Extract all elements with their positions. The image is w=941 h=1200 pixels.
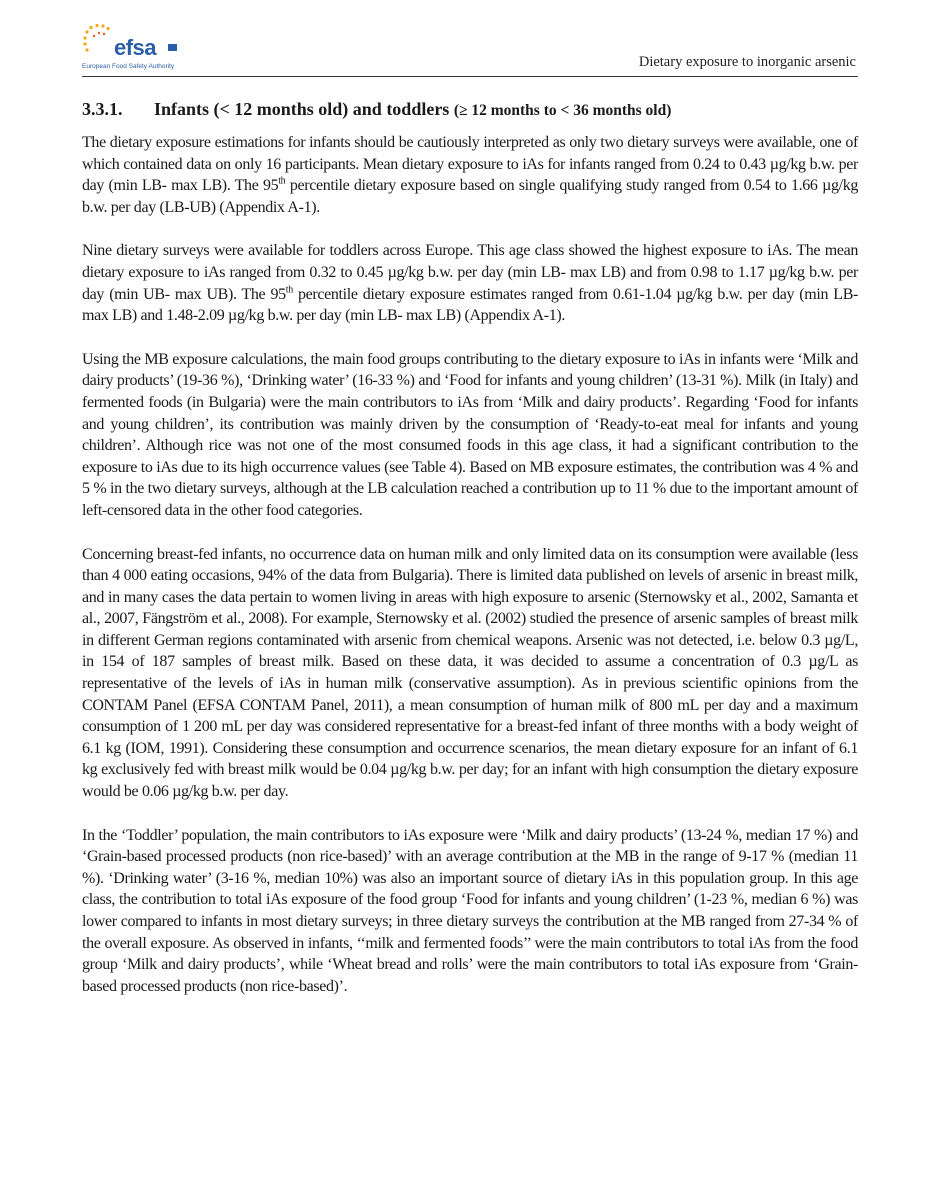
paragraph-infant-exposure <box>82 132 858 218</box>
document-body <box>82 97 858 1019</box>
section-title: Infants (< 12 months old) and toddlers <box>154 99 450 119</box>
paragraph-toddler-exposure <box>82 240 858 326</box>
paragraph-breast-fed-infants: Concerning breast-fed infants, no occurrence data on human milk and only limited data on its consumption were available (less than 4 000 eating occasions, 94% of the data from Bulgaria). There is limited data published on levels of arsenic in breast milk, and in many cases the data pertain to women living in areas with high exposure to arsenic (Sternowsky et al., 2002, Samanta et al., 2007, Fängström et al., 2008). For example, Sternowsky et al. (2002) studied the presence of arsenic samples of breast milk in different German regions contaminated with arsenic from chemical weapons. Arsenic was not detected, i.e. below 0.3 µg/L, in 154 of 187 samples of breast milk. Based on these data, it was decided to assume a concentration of 0.3 µg/L as representative of the levels of iAs in human milk (conservative assumption). As in previous scientific opinions from the CONTAM Panel (EFSA CONTAM Panel, 2011), a mean consumption of human milk of 800 mL per day and a maximum consumption of 1 200 mL per day was considered representative for a breast-fed infant of three months with a body weight of 6.1 kg (IOM, 1991). Considering these consumption and occurrence scenarios, the mean dietary exposure for an infant of 6.1 kg exclusively fed with breast milk would be 0.04 µg/kg b.w. per day; for an infant with high consumption the dietary exposure would be 0.06 µg/kg b.w. per day. <box>82 545 858 801</box>
paragraph-text: Nine dietary surveys were available for toddlers across Europe. This age class showed the highest exposure to iAs. The mean dietary exposure to iAs ranged from 0.32 to 0.45 µg/kg b.w. per day (min LB- max LB) and from 0.98 to 1.17 µg/kg b.w. per day (min UB- max UB). The 95 <box>82 242 858 303</box>
paragraph-text: percentile dietary exposure based on single qualifying study ranged from 0.54 to 1.66 µg/kg b.w. per day (LB-UB) (Appendix A-1). <box>82 177 858 216</box>
section-heading <box>82 97 858 123</box>
running-head: Dietary exposure to inorganic arsenic <box>638 54 856 70</box>
paragraph-text: The dietary exposure estimations for infants should be cautiously interpreted as only two dietary surveys were available, one of which contained data on only 16 participants. Mean dietary exposure to iAs for infants ranged from 0.24 to 0.43 µg/kg b.w. per day (min LB- max LB). The 95 <box>82 134 858 195</box>
logo-wordmark: efsa <box>114 35 157 60</box>
star-arc-icon <box>82 24 116 54</box>
page-header <box>82 18 858 80</box>
section-title-tail: (≥ 12 months to < 36 months old) <box>453 102 672 119</box>
ordinal-superscript: th <box>278 175 286 187</box>
ordinal-superscript: th <box>285 284 293 296</box>
eu-flag-icon <box>168 44 177 51</box>
section-number: 3.3.1. <box>82 99 123 119</box>
header-rule <box>82 76 858 77</box>
paragraph-text: percentile dietary exposure estimates ranged from 0.61-1.04 µg/kg b.w. per day (min LB- max LB) and 1.48-2.09 µg/kg b.w. per day (min LB- max LB) (Appendix A-1). <box>82 285 859 325</box>
efsa-logo <box>82 24 197 74</box>
paragraph-toddler-contributors: In the ‘Toddler’ population, the main contributors to iAs exposure were ‘Milk and dairy products’ (13-24 %, median 17 %) and ‘Grain-based processed products (non rice-based)’ with an average contribution at the MB in the range of 9-17 % (median 11 %). ‘Drinking water’ (3-16 %, median 10%) was also an important source of dietary iAs in this population group. In this age class, the contribution to total iAs exposure of the food group ‘Food for infants and young children’ (1-23 %, median 6 %) was lower compared to infants in most dietary surveys; in three dietary surveys the contribution at the MB ranged from 27-34 % of the overall exposure. As observed in infants, ‘‘milk and fermented foods’’ were the main contributors to total iAs from the food group ‘Milk and dairy products’, while ‘Wheat bread and rolls’ were the main contributors to total iAs exposure from ‘Grain-based processed products (non rice-based)’. <box>82 826 858 995</box>
paragraph-infant-contributors: Using the MB exposure calculations, the main food groups contributing to the dietary exposure to iAs in infants were ‘Milk and dairy products’ (19-36 %), ‘Drinking water’ (16-33 %) and ‘Food for infants and young children’ (13-31 %). Milk (in Italy) and fermented foods (in Bulgaria) were the main contributors to iAs from ‘Milk and dairy products’. Regarding ‘Food for infants and young children’, its contribution was mainly driven by the consumption of ‘Ready-to-eat meal for infants and young children’. Although rice was not one of the most consumed foods in this age class, it had a significant contribution to the exposure to iAs due to its high occurrence values (see Table 4). Based on MB exposure estimates, the contribution was 4 % and 5 % in the two dietary surveys, although at the LB calculation reached a contribution up to 11 % due to the important amount of left-censored data in the other food categories. <box>82 350 858 519</box>
logo-tagline: European Food Safety Authority <box>82 63 175 70</box>
